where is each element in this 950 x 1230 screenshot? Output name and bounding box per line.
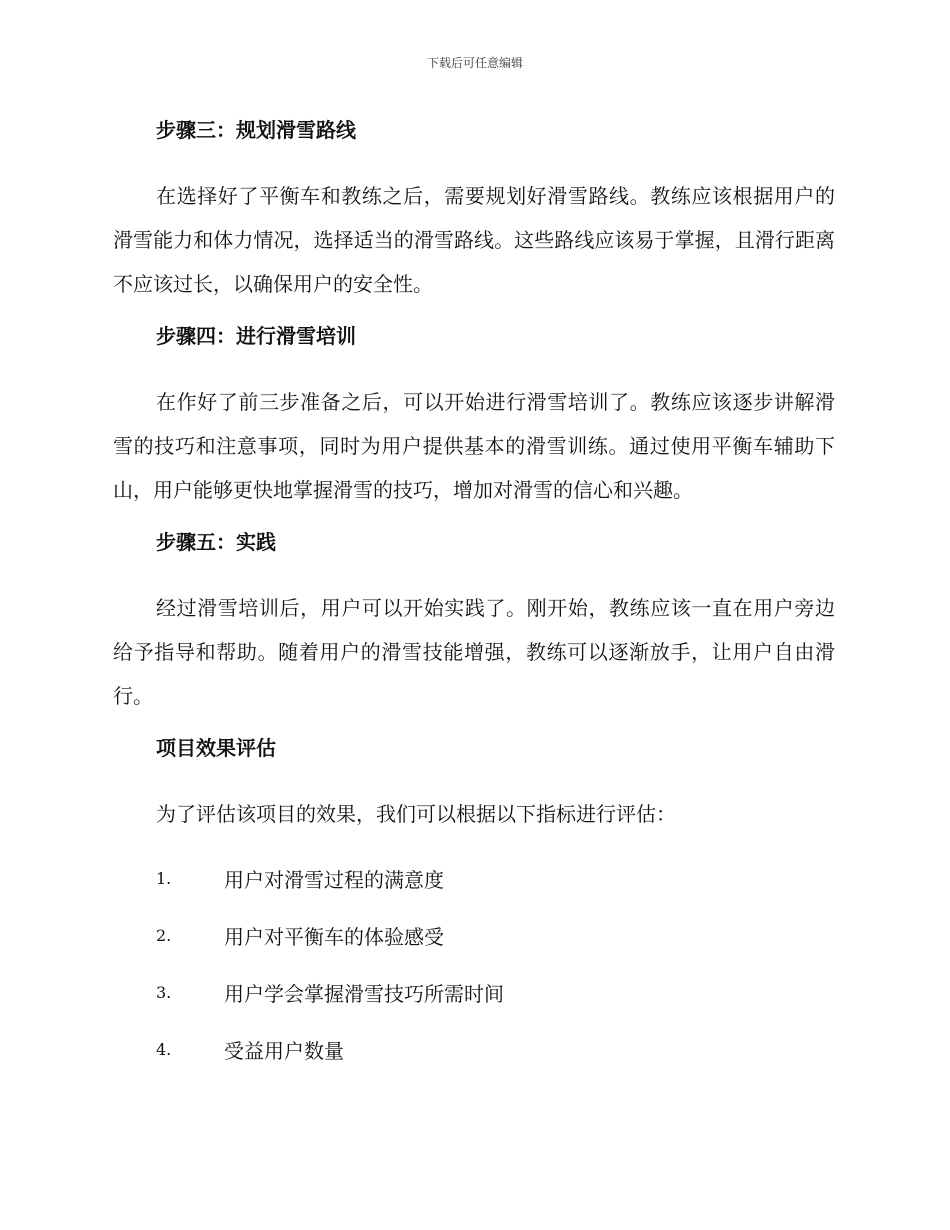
step5-heading: 步骤五：实践 (156, 530, 276, 554)
list-item-text: 用户学会掌握滑雪技巧所需时间 (224, 981, 504, 1006)
list-item (113, 1033, 835, 1065)
list-item-number: 2. (156, 925, 172, 945)
document-body (113, 114, 835, 1090)
list-item-number: 3. (156, 982, 172, 1002)
list-item (113, 919, 835, 951)
list-item-text: 用户对滑雪过程的满意度 (224, 867, 444, 892)
evaluation-heading: 项目效果评估 (156, 736, 276, 760)
step4-paragraph: 在作好了前三步准备之后，可以开始进行滑雪培训了。教练应该逐步讲解滑雪的技巧和注意事项，同时为用户提供基本的滑雪训练。通过使用平衡车辅助下山，用户能够更快地掌握滑雪的技巧，增加对滑雪的信心和兴趣。 (113, 390, 835, 502)
step3-paragraph: 在选择好了平衡车和教练之后，需要规划好滑雪路线。教练应该根据用户的滑雪能力和体力情况，选择适当的滑雪路线。这些路线应该易于掌握，且滑行距离不应该过长，以确保用户的安全性。 (113, 184, 835, 296)
list-item (113, 862, 835, 894)
evaluation-intro: 为了评估该项目的效果，我们可以根据以下指标进行评估： (156, 802, 676, 826)
list-item-text: 受益用户数量 (224, 1038, 344, 1063)
list-item-number: 4. (156, 1039, 172, 1059)
step5-paragraph: 经过滑雪培训后，用户可以开始实践了。刚开始，教练应该一直在用户旁边给予指导和帮助。随着用户的滑雪技能增强，教练可以逐渐放手，让用户自由滑行。 (113, 596, 835, 708)
page-header-note: 下载后可任意编辑 (426, 56, 523, 70)
list-item-text: 用户对平衡车的体验感受 (224, 924, 444, 949)
step3-heading: 步骤三：规划滑雪路线 (156, 118, 356, 142)
list-item (113, 976, 835, 1008)
list-item-number: 1. (156, 868, 172, 888)
step4-heading: 步骤四：进行滑雪培训 (156, 324, 356, 348)
